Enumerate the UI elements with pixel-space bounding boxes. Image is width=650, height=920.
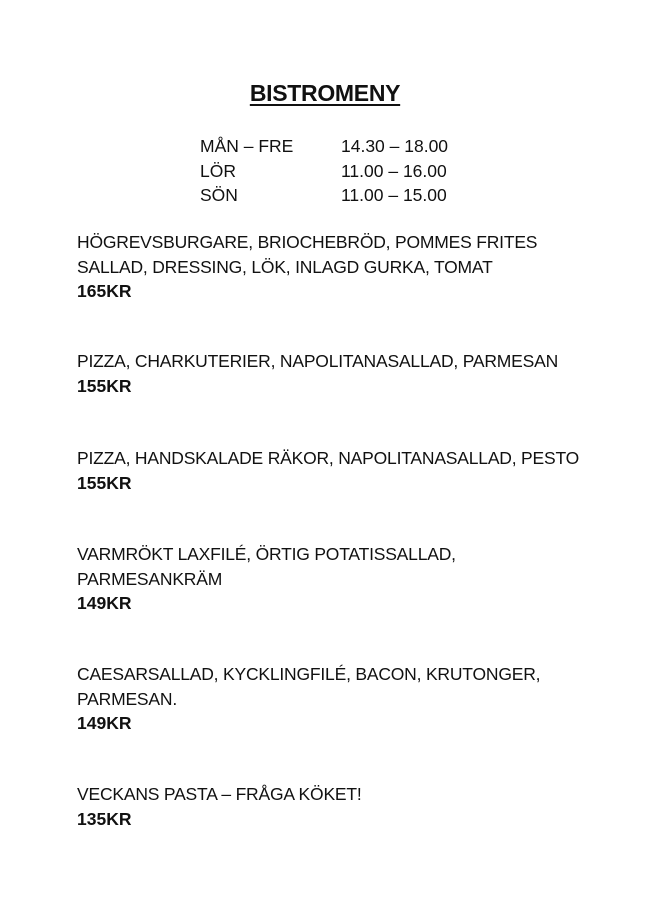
menu-item xyxy=(77,782,362,831)
item-price: 155KR xyxy=(77,375,132,396)
menu-item xyxy=(77,662,540,736)
item-description: PARMESANKRÄM xyxy=(77,568,223,589)
hours-day: SÖN xyxy=(200,185,238,205)
item-description: HÖGREVSBURGARE, BRIOCHEBRÖD, POMMES FRITES xyxy=(77,232,538,252)
menu-item xyxy=(77,446,579,495)
hours-time: 11.00 – 15.00 xyxy=(341,185,447,205)
item-description: VECKANS PASTA – FRÅGA KÖKET! xyxy=(77,784,362,804)
item-description: PARMESAN. xyxy=(77,688,177,709)
hours-day: LÖR xyxy=(200,160,236,181)
hours-day: MÅN – FRE xyxy=(200,136,294,156)
hours-time: 14.30 – 18.00 xyxy=(341,136,449,156)
hours-row xyxy=(200,159,448,184)
item-price: 135KR xyxy=(77,808,132,829)
menu-item xyxy=(77,542,456,616)
opening-hours xyxy=(200,134,448,208)
menu-item xyxy=(77,349,558,398)
menu-item xyxy=(77,230,537,304)
item-description: PIZZA, HANDSKALADE RÄKOR, NAPOLITANASALLAD, PESTO xyxy=(77,448,580,468)
hours-row xyxy=(200,134,448,159)
item-price: 149KR xyxy=(77,713,132,733)
item-description: CAESARSALLAD, KYCKLINGFILÉ, BACON, KRUTONGER, xyxy=(77,664,541,684)
item-price: 149KR xyxy=(77,593,132,613)
hours-row xyxy=(200,183,448,208)
item-price: 155KR xyxy=(77,472,132,493)
item-description: SALLAD, DRESSING, LÖK, INLAGD GURKA, TOMAT xyxy=(77,256,493,277)
hours-time: 11.00 – 16.00 xyxy=(341,160,447,181)
item-description: VARMRÖKT LAXFILÉ, ÖRTIG POTATISSALLAD, xyxy=(77,544,456,564)
menu-title: BISTROMENY xyxy=(249,80,401,106)
item-price: 165KR xyxy=(77,281,132,301)
item-description: PIZZA, CHARKUTERIER, NAPOLITANASALLAD, PARMESAN xyxy=(77,351,559,371)
